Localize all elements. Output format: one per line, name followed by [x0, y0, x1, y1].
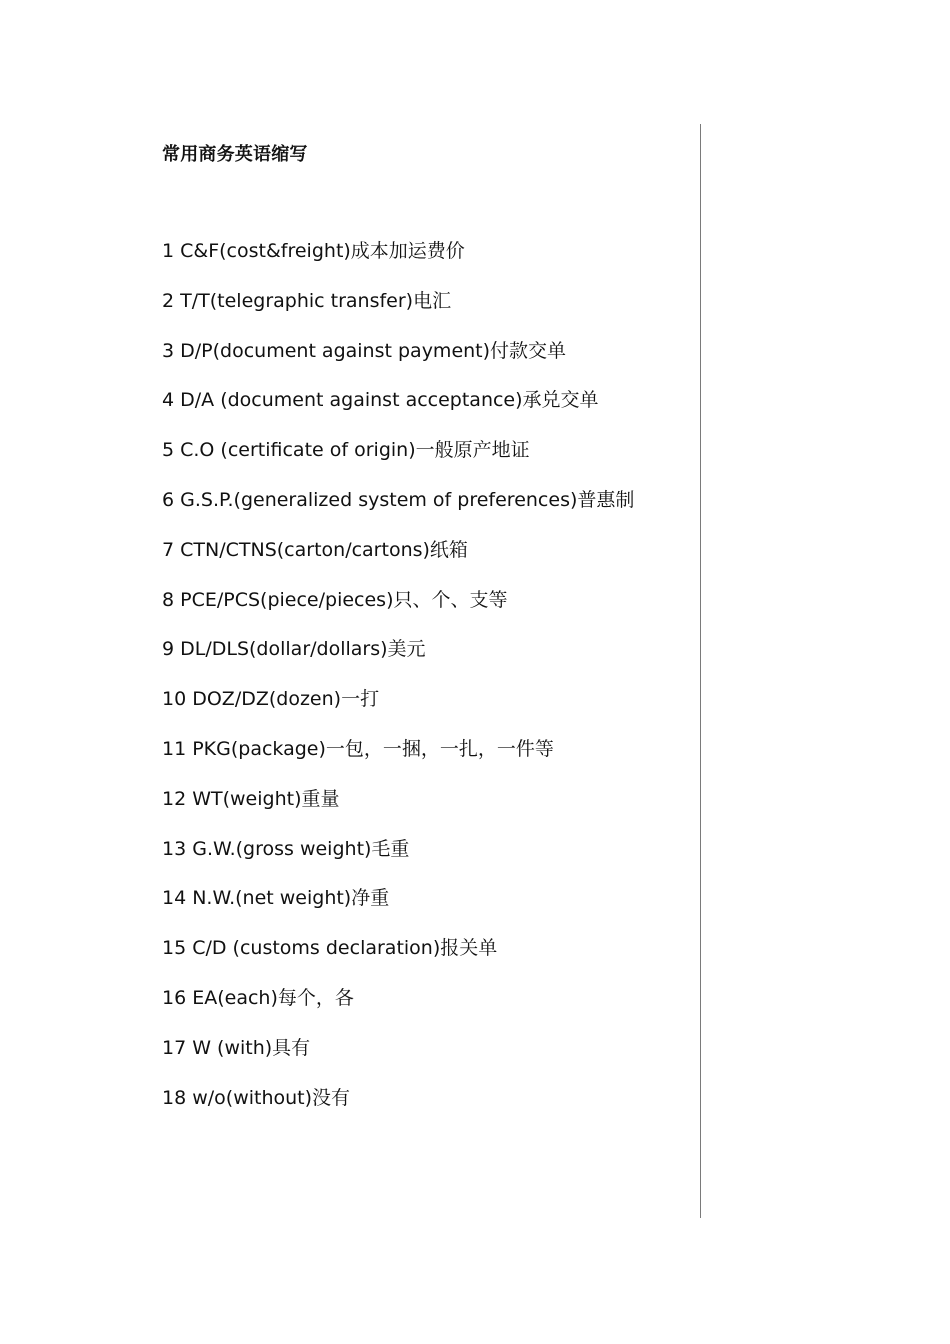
list-item: 8 PCE/PCS(piece/pieces)只、个、支等 — [162, 588, 508, 611]
list-item: 1 C&F(cost&freight)成本加运费价 — [162, 240, 465, 262]
list-item: 4 D/A (document against acceptance)承兑交单 — [162, 389, 599, 412]
list-item: 6 G.S.P.(generalized system of preferences)普惠制 — [162, 488, 635, 511]
list-item: 9 DL/DLS(dollar/dollars)美元 — [162, 638, 426, 661]
list-item: 7 CTN/CTNS(carton/cartons)纸箱 — [162, 538, 468, 561]
list-item: 12 WT(weight)重量 — [162, 787, 340, 810]
list-item: 11 PKG(package)一包，一捆，一扎，一件等 — [162, 737, 554, 760]
document-title: 常用商务英语缩写 — [162, 144, 308, 165]
list-item: 13 G.W.(gross weight)毛重 — [162, 837, 410, 860]
list-item: 18 w/o(without)没有 — [162, 1086, 351, 1109]
list-item: 17 W (with)具有 — [162, 1036, 311, 1059]
list-item: 3 D/P(document against payment)付款交单 — [162, 339, 567, 362]
list-item: 2 T/T(telegraphic transfer)电汇 — [162, 289, 452, 312]
list-item: 10 DOZ/DZ(dozen)一打 — [162, 688, 380, 711]
list-item: 14 N.W.(net weight)净重 — [162, 887, 390, 910]
list-item: 15 C/D (customs declaration)报关单 — [162, 937, 498, 960]
list-item: 16 EA(each)每个，各 — [162, 986, 354, 1009]
vertical-divider-line — [700, 124, 701, 1218]
abbreviation-list — [162, 237, 634, 1133]
list-item: 5 C.O (certificate of origin)一般原产地证 — [162, 439, 530, 462]
